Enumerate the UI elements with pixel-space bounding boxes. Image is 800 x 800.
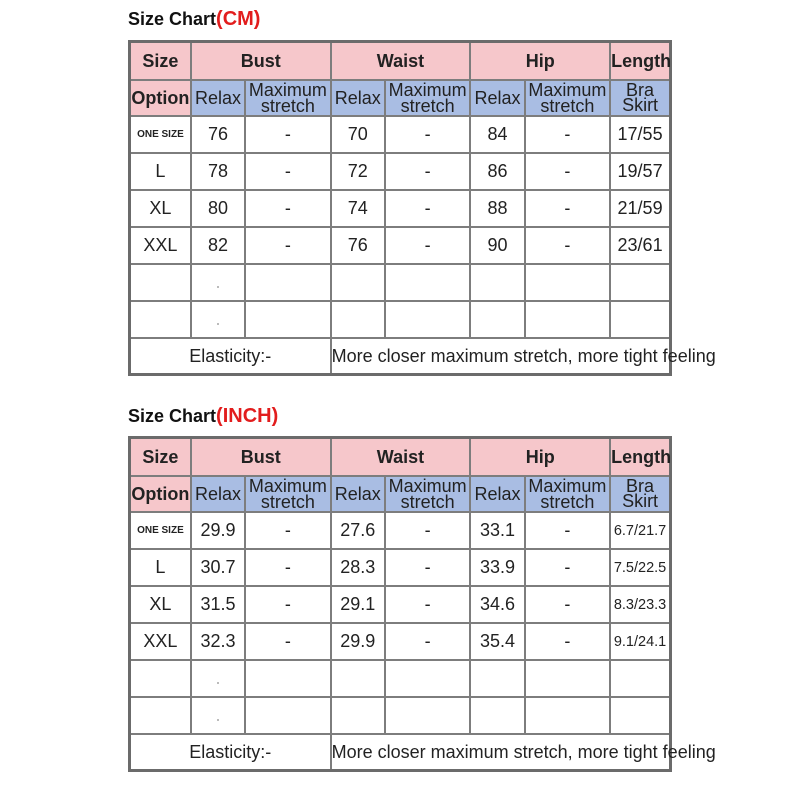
bust-max-cell: - [245, 586, 330, 623]
empty-cell [610, 660, 670, 697]
length-cell: 7.5/22.5 [610, 549, 670, 586]
length-cell: 9.1/24.1 [610, 623, 670, 660]
waist-relax-cell: 27.6 [331, 512, 385, 549]
speck-mark [217, 323, 219, 325]
hip-max-cell: - [525, 116, 610, 153]
empty-cell [331, 697, 385, 734]
table-row [130, 549, 671, 586]
bust-max-header [245, 80, 330, 116]
bust-relax-cell: 78 [191, 153, 245, 190]
length-cell: 21/59 [610, 190, 670, 227]
max-line1: Maximum [388, 476, 467, 496]
size-header: Size [130, 42, 191, 81]
empty-cell [331, 660, 385, 697]
empty-row [130, 301, 671, 338]
waist-max-cell: - [385, 227, 470, 264]
hip-max-cell: - [525, 227, 610, 264]
waist-max-cell: - [385, 116, 470, 153]
size-cell: XXL [130, 623, 191, 660]
bust-max-cell: - [245, 116, 330, 153]
option-header: Option [130, 476, 191, 512]
empty-cell [191, 264, 245, 301]
empty-cell [470, 660, 524, 697]
empty-cell [191, 697, 245, 734]
empty-cell [525, 301, 610, 338]
max-line1: Maximum [248, 80, 327, 100]
hip-max-cell: - [525, 512, 610, 549]
hip-relax-cell: 84 [470, 116, 524, 153]
empty-cell [245, 660, 330, 697]
empty-row [130, 660, 671, 697]
waist-max-cell: - [385, 623, 470, 660]
len-line1: Bra [626, 476, 655, 496]
title-prefix: Size Chart [128, 406, 217, 426]
empty-cell [245, 697, 330, 734]
waist-relax-cell: 76 [331, 227, 385, 264]
elasticity-note: More closer maximum stretch, more tight feeling [331, 734, 671, 771]
size-cell: L [130, 549, 191, 586]
max-line1: Maximum [248, 476, 327, 496]
max-line2: stretch [260, 492, 315, 512]
length-cell: 23/61 [610, 227, 670, 264]
size-chart-inch-title [128, 403, 278, 429]
empty-cell [385, 660, 470, 697]
length-cell: 17/55 [610, 116, 670, 153]
waist-max-header [385, 476, 470, 512]
bust-header: Bust [191, 438, 331, 477]
empty-cell [470, 301, 524, 338]
waist-max-cell: - [385, 549, 470, 586]
hip-relax-cell: 86 [470, 153, 524, 190]
empty-cell [525, 697, 610, 734]
waist-max-cell: - [385, 512, 470, 549]
max-line2: stretch [400, 492, 455, 512]
hip-max-cell: - [525, 153, 610, 190]
hip-relax-header: Relax [470, 80, 524, 116]
waist-max-cell: - [385, 153, 470, 190]
len-line2: Skirt [622, 95, 659, 115]
hip-max-header [525, 80, 610, 116]
table-row [130, 227, 671, 264]
title-unit: (CM) [216, 8, 261, 30]
hip-header: Hip [470, 438, 610, 477]
waist-max-header [385, 80, 470, 116]
waist-relax-header: Relax [331, 80, 385, 116]
max-line1: Maximum [528, 476, 607, 496]
empty-cell [331, 301, 385, 338]
length-cell: 19/57 [610, 153, 670, 190]
speck-mark [217, 682, 219, 684]
hip-relax-cell: 34.6 [470, 586, 524, 623]
empty-cell [191, 660, 245, 697]
waist-header: Waist [331, 438, 471, 477]
table-row [130, 586, 671, 623]
empty-cell [191, 301, 245, 338]
table-row [130, 512, 671, 549]
hip-header: Hip [470, 42, 610, 81]
size-chart-inch-table [128, 436, 716, 772]
title-prefix: Size Chart [128, 9, 217, 29]
size-cell: L [130, 153, 191, 190]
empty-row [130, 264, 671, 301]
bust-max-cell: - [245, 623, 330, 660]
empty-cell [130, 660, 191, 697]
table-row [130, 153, 671, 190]
size-header: Size [130, 438, 191, 477]
bust-max-cell: - [245, 549, 330, 586]
hip-max-cell: - [525, 190, 610, 227]
empty-cell [385, 301, 470, 338]
hip-max-cell: - [525, 586, 610, 623]
hip-max-cell: - [525, 623, 610, 660]
empty-cell [610, 697, 670, 734]
hip-relax-cell: 33.1 [470, 512, 524, 549]
table-row [130, 190, 671, 227]
option-header: Option [130, 80, 191, 116]
elasticity-label: Elasticity:- [130, 338, 331, 375]
bust-relax-cell: 80 [191, 190, 245, 227]
title-unit: (INCH) [216, 405, 279, 427]
size-cell: ONE SIZE [130, 116, 191, 153]
waist-relax-cell: 28.3 [331, 549, 385, 586]
hip-relax-cell: 88 [470, 190, 524, 227]
empty-cell [525, 660, 610, 697]
empty-cell [470, 697, 524, 734]
empty-cell [610, 301, 670, 338]
size-chart-cm-title [128, 6, 260, 32]
length-header: Length [610, 438, 670, 477]
length-cell: 6.7/21.7 [610, 512, 670, 549]
bust-relax-cell: 31.5 [191, 586, 245, 623]
size-cell: ONE SIZE [130, 512, 191, 549]
waist-relax-cell: 74 [331, 190, 385, 227]
max-line2: stretch [540, 96, 595, 116]
speck-mark [217, 719, 219, 721]
empty-cell [470, 264, 524, 301]
empty-cell [245, 301, 330, 338]
len-line1: Bra [626, 80, 655, 100]
length-header: Length [610, 42, 670, 81]
empty-cell [525, 264, 610, 301]
waist-header: Waist [331, 42, 471, 81]
bust-relax-header: Relax [191, 80, 245, 116]
empty-row [130, 697, 671, 734]
size-cell: XL [130, 586, 191, 623]
bust-relax-header: Relax [191, 476, 245, 512]
max-line2: stretch [260, 96, 315, 116]
empty-cell [331, 264, 385, 301]
size-chart-cm-table [128, 40, 716, 376]
size-cell: XL [130, 190, 191, 227]
bust-max-cell: - [245, 153, 330, 190]
length-sub-header [610, 80, 670, 116]
empty-cell [130, 697, 191, 734]
size-cell: XXL [130, 227, 191, 264]
max-line2: stretch [540, 492, 595, 512]
bust-relax-cell: 82 [191, 227, 245, 264]
bust-header: Bust [191, 42, 331, 81]
waist-relax-header: Relax [331, 476, 385, 512]
hip-max-cell: - [525, 549, 610, 586]
waist-relax-cell: 72 [331, 153, 385, 190]
hip-relax-header: Relax [470, 476, 524, 512]
empty-cell [245, 264, 330, 301]
bust-relax-cell: 32.3 [191, 623, 245, 660]
empty-cell [385, 264, 470, 301]
bust-relax-cell: 29.9 [191, 512, 245, 549]
elasticity-label: Elasticity:- [130, 734, 331, 771]
elasticity-note: More closer maximum stretch, more tight feeling [331, 338, 671, 375]
max-line1: Maximum [528, 80, 607, 100]
table-row [130, 116, 671, 153]
table-row [130, 623, 671, 660]
max-line1: Maximum [388, 80, 467, 100]
bust-max-cell: - [245, 227, 330, 264]
waist-relax-cell: 29.1 [331, 586, 385, 623]
hip-relax-cell: 33.9 [470, 549, 524, 586]
empty-cell [130, 264, 191, 301]
waist-max-cell: - [385, 190, 470, 227]
waist-max-cell: - [385, 586, 470, 623]
bust-max-cell: - [245, 512, 330, 549]
bust-max-cell: - [245, 190, 330, 227]
hip-relax-cell: 35.4 [470, 623, 524, 660]
bust-relax-cell: 76 [191, 116, 245, 153]
speck-mark [217, 286, 219, 288]
length-sub-header [610, 476, 670, 512]
empty-cell [385, 697, 470, 734]
hip-relax-cell: 90 [470, 227, 524, 264]
bust-max-header [245, 476, 330, 512]
length-cell: 8.3/23.3 [610, 586, 670, 623]
waist-relax-cell: 70 [331, 116, 385, 153]
hip-max-header [525, 476, 610, 512]
waist-relax-cell: 29.9 [331, 623, 385, 660]
bust-relax-cell: 30.7 [191, 549, 245, 586]
empty-cell [610, 264, 670, 301]
max-line2: stretch [400, 96, 455, 116]
len-line2: Skirt [622, 491, 659, 511]
empty-cell [130, 301, 191, 338]
